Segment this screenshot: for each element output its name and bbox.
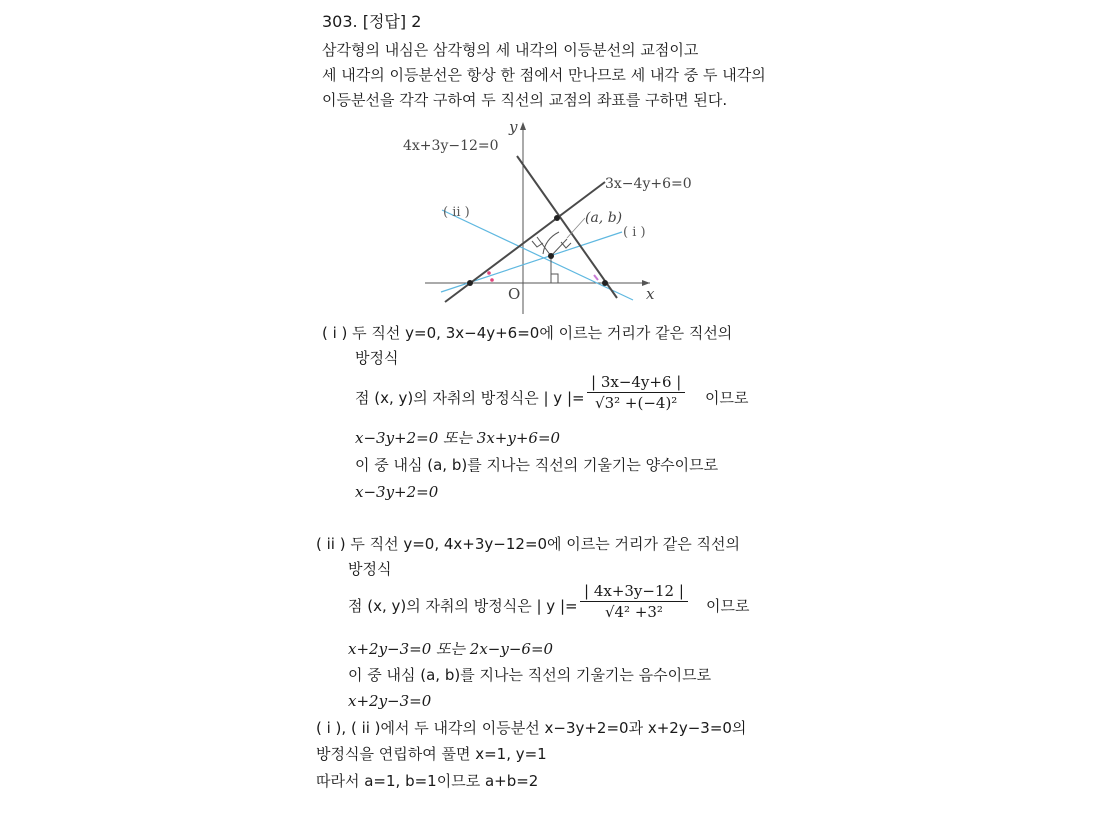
label-bisector-ii: ( ii ) <box>443 205 470 220</box>
part-ii-frac-den: √4² +3² <box>604 603 663 621</box>
origin-label: O <box>508 285 521 303</box>
part-i-header2: 방정식 <box>355 349 399 367</box>
angle-mark-right <box>594 275 598 280</box>
part-i-frac-den: √3² +(−4)² <box>595 394 678 412</box>
part-i-fraction <box>587 373 685 412</box>
part-i-final: x−3y+2=0 <box>355 483 439 501</box>
x-axis-label: x <box>646 285 655 303</box>
intro-line-3: 이등분선을 각각 구하여 두 직선의 교점의 좌표를 구하면 된다. <box>322 91 728 109</box>
part-i-result: x−3y+2=0 또는 3x+y+6=0 <box>355 429 561 447</box>
right-angle-mark-bottom <box>551 274 558 283</box>
part-ii-fraction <box>580 582 688 621</box>
right-angle-mark-right <box>561 242 571 248</box>
incenter-point <box>548 253 554 259</box>
vertex-right <box>602 280 608 286</box>
part-ii-result: x+2y−3=0 또는 2x−y−6=0 <box>348 640 554 658</box>
angle-mark-left-1 <box>487 271 491 275</box>
label-point-ab: (a, b) <box>585 210 623 226</box>
answer-title: 303. [정답] 2 <box>322 12 422 31</box>
line-4x-3y-12 <box>517 156 617 298</box>
label-line-a: 4x+3y−12=0 <box>403 138 499 154</box>
part-i-locus-suffix: 이므로 <box>705 389 749 407</box>
label-bisector-i: ( i ) <box>623 225 646 240</box>
part-i-frac-num: | 3x−4y+6 | <box>591 373 682 391</box>
right-angle-mark-left <box>532 241 543 247</box>
part-i-choice: 이 중 내심 (a, b)를 지나는 직선의 기울기는 양수이므로 <box>355 456 719 474</box>
figure-graph <box>395 114 715 314</box>
vertex-top <box>554 215 560 221</box>
angle-mark-left-2 <box>490 278 494 282</box>
y-axis-arrow <box>520 122 526 130</box>
label-line-b: 3x−4y+6=0 <box>605 176 692 192</box>
intro-line-1: 삼각형의 내심은 삼각형의 세 내각의 이등분선의 교점이고 <box>322 41 699 59</box>
part-ii-header: ( ii ) 두 직선 y=0, 4x+3y−12=0에 이르는 거리가 같은 직선의 <box>316 535 741 553</box>
part-i-header: ( i ) 두 직선 y=0, 3x−4y+6=0에 이르는 거리가 같은 직선의 <box>322 324 733 342</box>
part-ii-frac-bar <box>580 601 688 602</box>
part-ii-header2: 방정식 <box>348 560 392 578</box>
vertex-left <box>467 280 473 286</box>
part-ii-locus-suffix: 이므로 <box>706 597 750 615</box>
part-i-frac-bar <box>587 392 685 393</box>
part-ii-final: x+2y−3=0 <box>348 692 432 710</box>
y-axis-label: y <box>509 118 518 136</box>
part-i-locus-prefix: 점 (x, y)의 자취의 방정식은 | y |= <box>355 389 585 407</box>
label-point-ab-leader <box>567 218 585 238</box>
part-ii-locus-prefix: 점 (x, y)의 자취의 방정식은 | y |= <box>348 597 578 615</box>
conclusion-line-1: ( i ), ( ii )에서 두 내각의 이등분선 x−3y+2=0과 x+2y−3=0의 <box>316 719 747 737</box>
part-ii-choice: 이 중 내심 (a, b)를 지나는 직선의 기울기는 음수이므로 <box>348 666 712 684</box>
conclusion-line-3: 따라서 a=1, b=1이므로 a+b=2 <box>316 772 539 790</box>
intro-line-2: 세 내각의 이등분선은 항상 한 점에서 만나므로 세 내각 중 두 내각의 <box>322 66 766 84</box>
conclusion-line-2: 방정식을 연립하여 풀면 x=1, y=1 <box>316 745 547 763</box>
part-ii-frac-num: | 4x+3y−12 | <box>584 582 684 600</box>
